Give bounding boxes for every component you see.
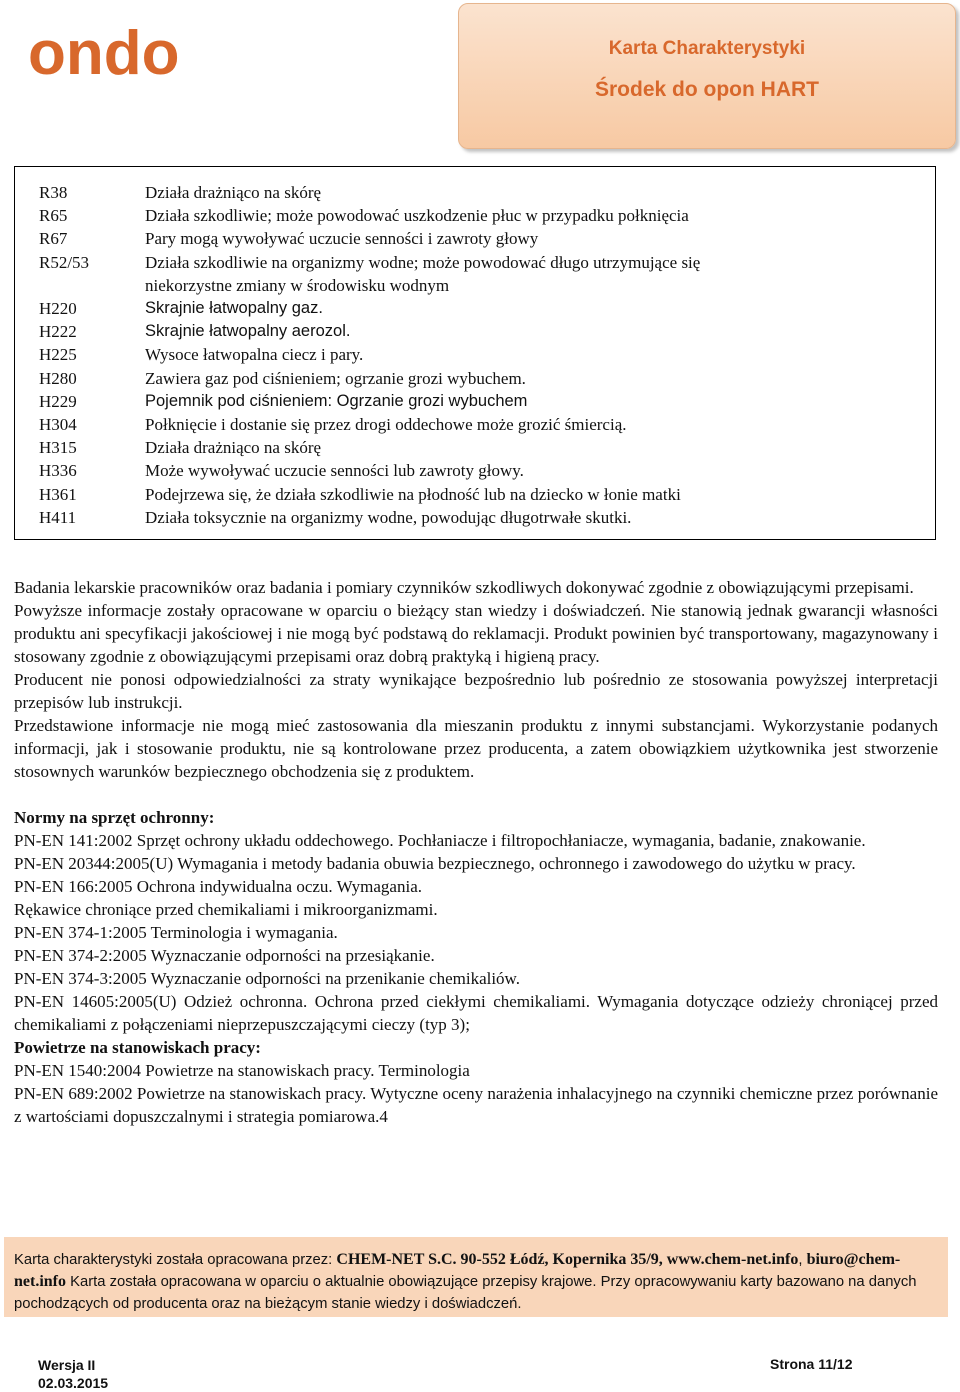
hazard-codes-box (14, 166, 936, 540)
hazard-code: R65 (39, 206, 68, 226)
footer-comma: , (798, 1252, 807, 1268)
paragraph-disclaimer: Powyższe informacje zostały opracowane w oparciu o bieżący stan wiedzy i doświadczeń. Nie stanowią jednak gwarancji własności produktu ani specyfikacji jakościowej i nie mogą być podstawą do reklamacji. Produkt powinien być transportowany, magazynowany i stosowany zgodnie z obowiązującymi przepisami oraz dobrą praktyką i higieną pracy. (14, 601, 938, 666)
norm-item: PN-EN 141:2002 Sprzęt ochrony układu oddechowego. Pochłaniacze i filtropochłaniacze, wymagania, badanie, znakowanie. (14, 831, 866, 850)
hazard-code: H411 (39, 507, 77, 527)
hazard-code-row (39, 320, 919, 343)
hazard-code-row (39, 413, 919, 436)
hazard-code: H229 (39, 391, 77, 411)
document-body (14, 576, 938, 1128)
hazard-code (39, 274, 145, 297)
version-block (38, 1356, 108, 1392)
product-name-title: Środek do opon HART (595, 78, 819, 101)
hazard-description: niekorzystne zmiany w środowisku wodnym (145, 275, 450, 295)
hazard-code: H222 (39, 322, 77, 342)
norm-item: Rękawice chroniące przed chemikaliami i mikroorganizmami. (14, 900, 438, 919)
norms-heading: Normy na sprzęt ochronny: (14, 808, 215, 827)
hazard-codes-list (39, 181, 919, 529)
ondo-logo (26, 14, 226, 86)
hazard-description: Zawiera gaz pod ciśnieniem; ogrzanie grozi wybuchem. (145, 368, 526, 388)
hazard-description: Podejrzewa się, że działa szkodliwie na płodność lub na dziecko w łonie matki (145, 484, 681, 504)
document-title-box (458, 3, 956, 149)
hazard-code-row (39, 297, 919, 320)
page-number: Strona 11/12 (770, 1356, 853, 1372)
hazard-code: H225 (39, 345, 77, 365)
hazard-description: Działa szkodliwie na organizmy wodne; może powodować długo utrzymujące się (145, 252, 701, 272)
hazard-code: H336 (39, 461, 77, 481)
hazard-code-row (39, 483, 919, 506)
hazard-description: Działa toksycznie na organizmy wodne, powodując długotrwałe skutki. (145, 507, 632, 527)
hazard-code: H304 (39, 415, 77, 435)
hazard-description: Wysoce łatwopalna ciecz i pary. (145, 345, 364, 365)
svg-text:ondo: ondo (28, 19, 180, 86)
air-heading: Powietrze na stanowiskach pracy: (14, 1038, 261, 1057)
norm-item: PN-EN 374-2:2005 Wyznaczanie odporności na przesiąkanie. (14, 946, 435, 965)
hazard-description: Działa szkodliwie; może powodować uszkodzenie płuc w przypadku połknięcia (145, 206, 689, 226)
hazard-code-row (39, 506, 919, 529)
air-norm-item: PN-EN 1540:2004 Powietrze na stanowiskach pracy. Terminologia (14, 1061, 470, 1080)
footer-company: CHEM-NET S.C. 90-552 Łódź, Kopernika 35/9, www.chem-net.info (336, 1251, 799, 1268)
hazard-code-row (39, 390, 919, 413)
hazard-code: H315 (39, 438, 77, 458)
hazard-description: Może wywoływać uczucie senności lub zawroty głowy. (145, 461, 524, 481)
hazard-description: Skrajnie łatwopalny gaz. (145, 299, 323, 318)
norm-item: PN-EN 20344:2005(U) Wymagania i metody badania obuwia bezpiecznego, ochronnego i zawodowego do użytku w pracy. (14, 854, 856, 873)
hazard-code-row (39, 459, 919, 482)
hazard-code: H361 (39, 484, 77, 504)
hazard-code: R38 (39, 183, 68, 202)
hazard-code-row (39, 436, 919, 459)
hazard-code-row (39, 181, 919, 204)
norm-item: PN-EN 374-3:2005 Wyznaczanie odporności na przenikanie chemikaliów. (14, 969, 520, 988)
hazard-description: Działa drażniąco na skórę (145, 438, 322, 458)
hazard-code-row (39, 343, 919, 366)
hazard-code: H220 (39, 299, 77, 319)
hazard-code-row (39, 204, 919, 227)
version-date: 02.03.2015 (38, 1375, 109, 1391)
hazard-code-row (39, 367, 919, 390)
footer-email: biuro@chem-net.info (14, 1251, 901, 1290)
footer-prefix: Karta charakterystyki została opracowana przez: (14, 1252, 337, 1268)
hazard-code-row (39, 274, 919, 297)
version-label: Wersja II (38, 1357, 96, 1373)
hazard-code: R67 (39, 229, 68, 249)
hazard-code: R52/53 (39, 252, 90, 272)
document-type-title: Karta Charakterystyki (608, 38, 806, 59)
hazard-code-row (39, 251, 919, 274)
hazard-description: Działa drażniąco na skórę (145, 183, 322, 202)
footer-info-box (4, 1237, 948, 1317)
norm-item: PN-EN 374-1:2005 Terminologia i wymagania. (14, 923, 338, 942)
norm-item: PN-EN 166:2005 Ochrona indywidualna oczu. Wymagania. (14, 877, 422, 896)
hazard-description: Pary mogą wywoływać uczucie senności i zawroty głowy (145, 229, 539, 249)
hazard-description: Skrajnie łatwopalny aerozol. (145, 322, 351, 341)
norm-item: PN-EN 14605:2005(U) Odzież ochronna. Ochrona przed ciekłymi chemikaliami. Wymagania dotyczące odzieży chroniącej przed chemikaliami z połączeniami nieprzepuszczającymi cieczy (typ 3); (14, 992, 938, 1034)
air-norm-item: PN-EN 689:2002 Powietrze na stanowiskach pracy. Wytyczne oceny narażenia inhalacyjnego na czynniki chemiczne przez porównanie z wartościami dopuszczalnymi i strategia pomiarowa.4 (14, 1084, 938, 1126)
paragraph-liability: Producent nie ponosi odpowiedzialności za straty wynikające bezpośrednio lub pośrednio ze stosowania powyższej interpretacji przepisów lub instrukcji. (14, 670, 938, 712)
hazard-description: Pojemnik pod ciśnieniem: Ogrzanie grozi wybuchem (145, 391, 528, 410)
hazard-description: Połknięcie i dostanie się przez drogi oddechowe może grozić śmiercią. (145, 415, 627, 435)
paragraph-usage: Przedstawione informacje nie mogą mieć zastosowania dla mieszanin produktu z innymi substancjami. Wykorzystanie podanych informacji, jak i stosowanie produktu, nie są kontrolowane przez producenta, a zatem obowiązkiem użytkownika jest stworzenie stosownych warunków bezpiecznego obchodzenia się z produktem. (14, 716, 938, 781)
paragraph-medical: Badania lekarskie pracowników oraz badania i pomiary czynników szkodliwych dokonywać zgodnie z obowiązującymi przepisami. (14, 578, 914, 597)
hazard-code: H280 (39, 368, 77, 388)
footer-rest: Karta została opracowana w oparciu o aktualnie obowiązujące przepisy krajowe. Przy opracowywaniu karty bazowano na danych pochodzących od producenta oraz na bieżącym stanie wiedzy i doświadczeń. (14, 1274, 917, 1312)
hazard-code-row (39, 227, 919, 250)
